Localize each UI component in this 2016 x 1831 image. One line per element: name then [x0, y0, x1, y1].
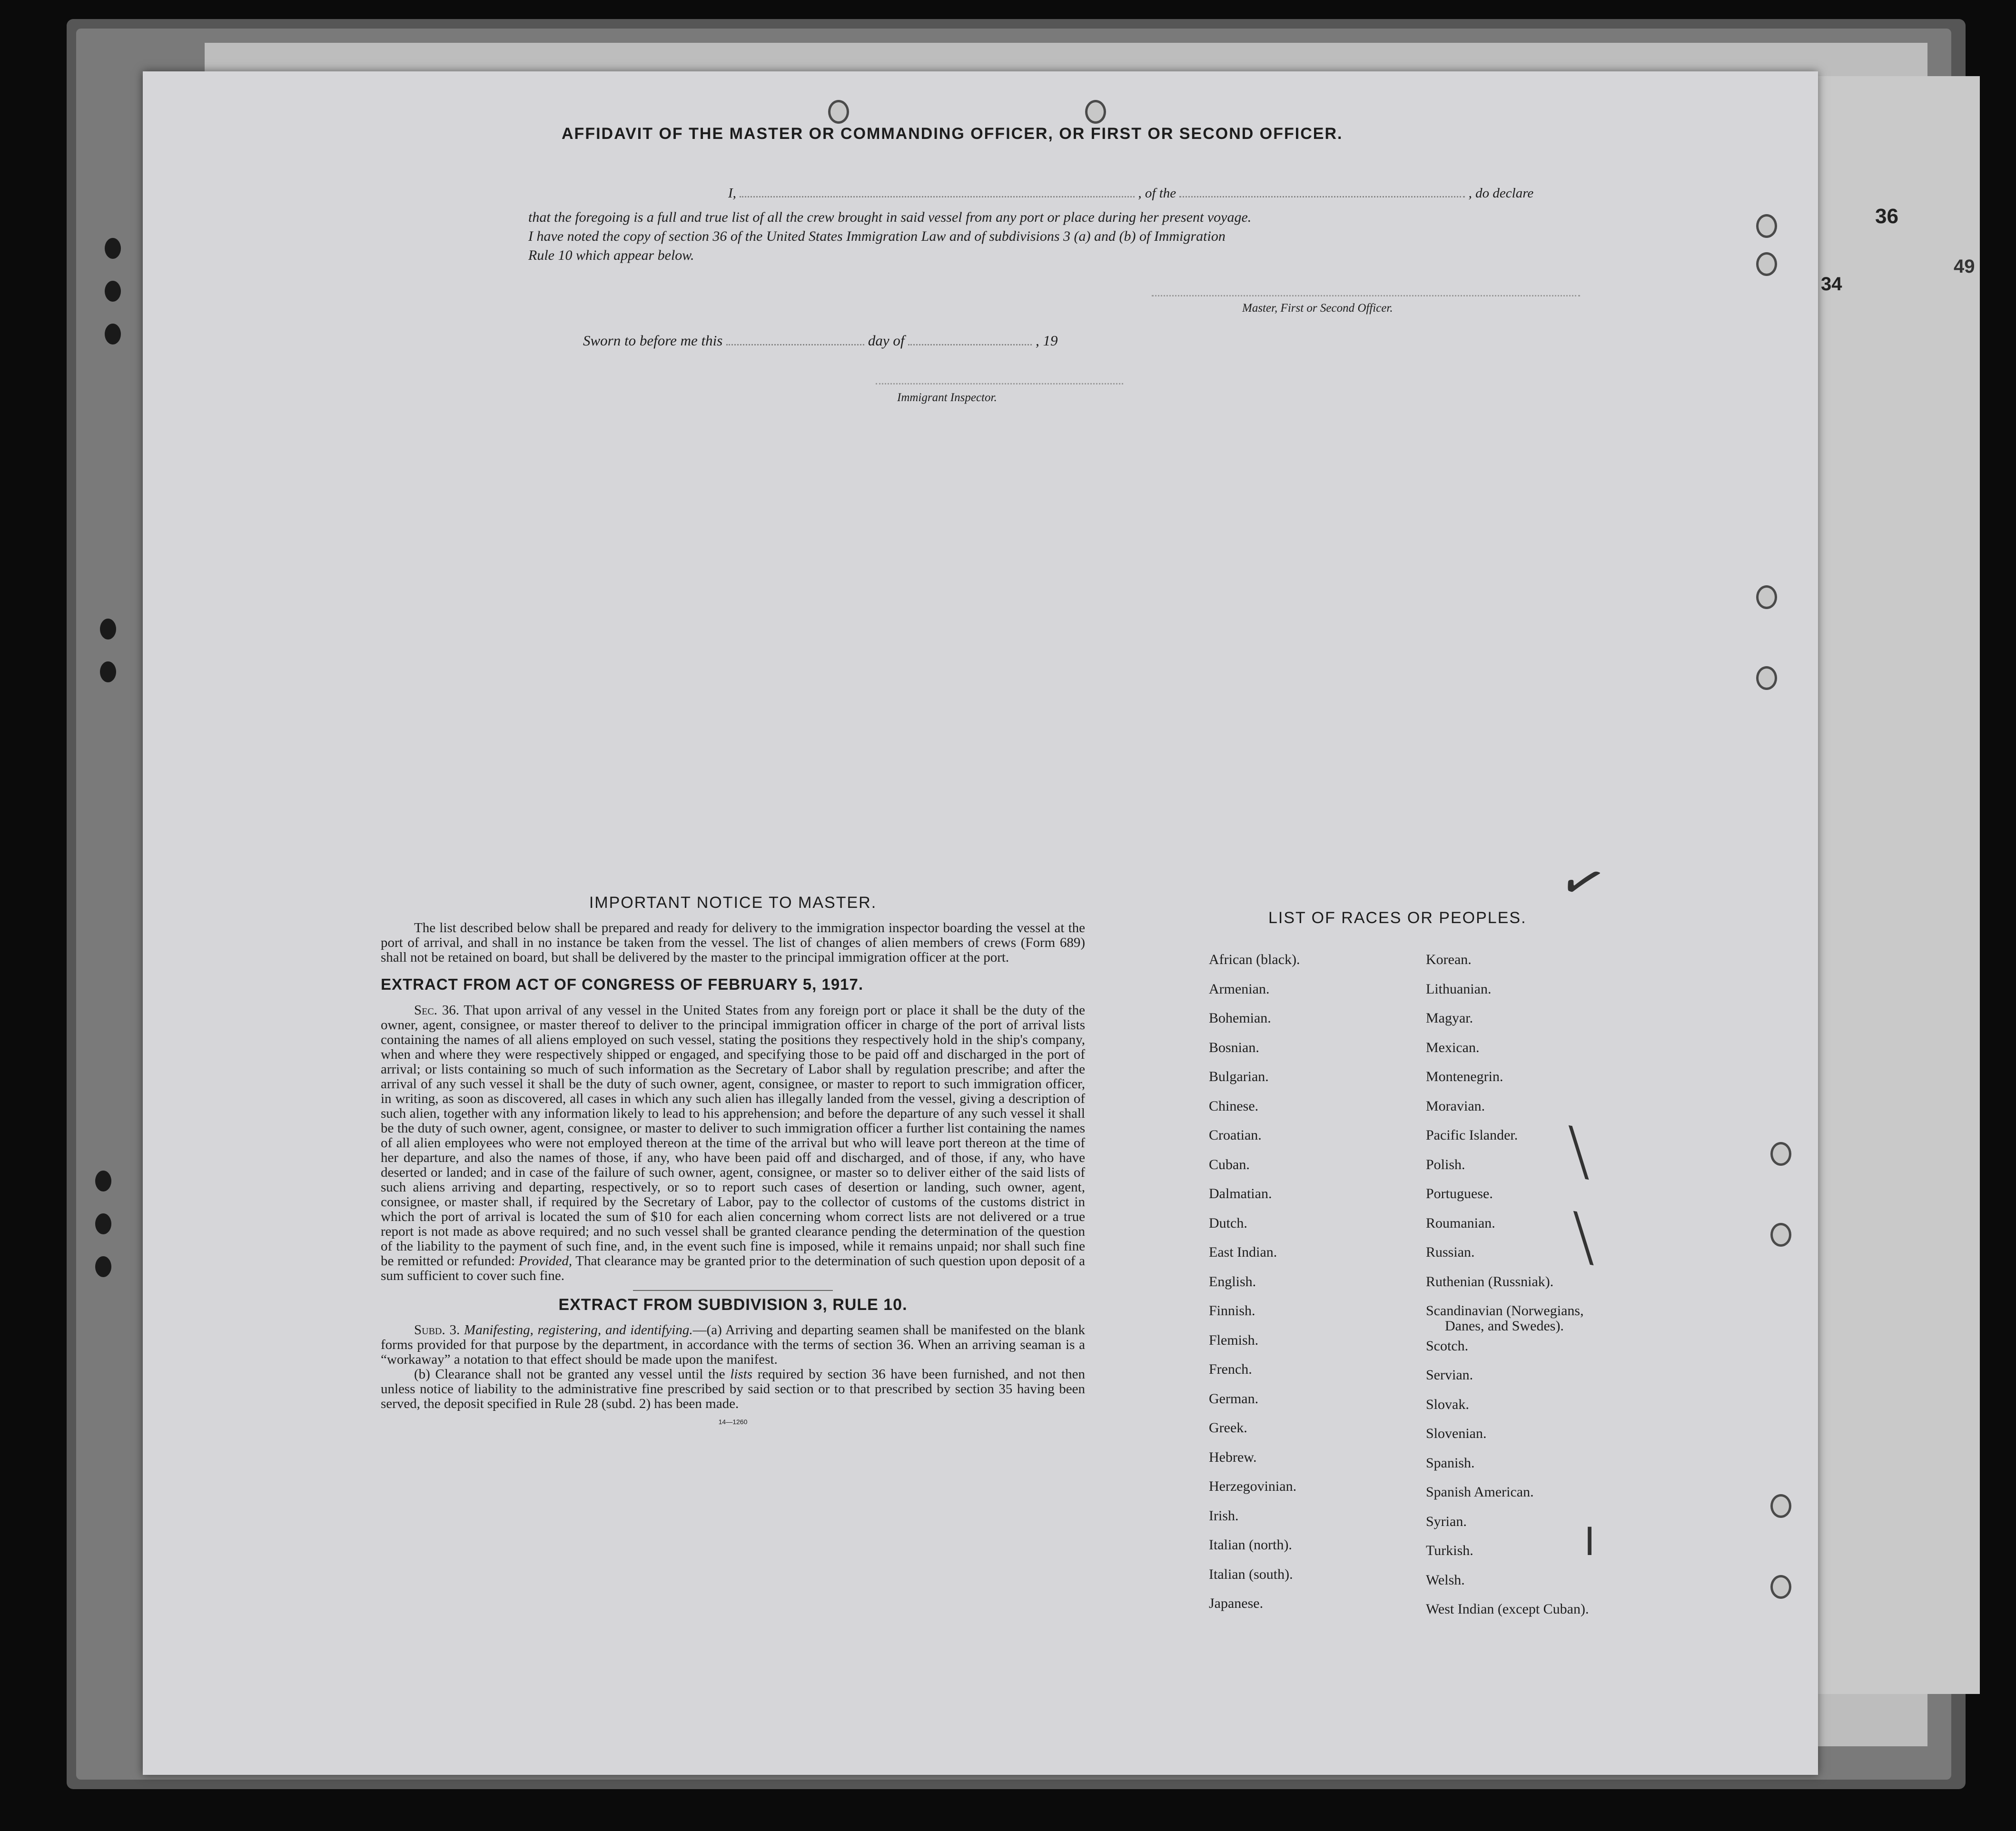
race-item: Dutch.	[1209, 1215, 1247, 1231]
inspector-caption: Immigrant Inspector.	[897, 391, 997, 404]
race-item: Spanish.	[1426, 1455, 1475, 1471]
race-item: Herzegovinian.	[1209, 1478, 1297, 1494]
notice-text: The list described below shall be prepared and ready for delivery to the immigration inspector boarding the vessel at the port of arrival, and shall in no instance be taken from the vessel. The list of changes of alien members of crews (Form 689) shall not be retained on board, but shall be delivered by the master to the principal immigration officer at the port.	[381, 920, 1085, 965]
handwritten-check: ✓	[1552, 846, 1614, 918]
sworn-label: Sworn to before me this	[583, 332, 723, 349]
race-item: Portuguese.	[1426, 1186, 1493, 1201]
race-item: Magyar.	[1426, 1010, 1473, 1026]
race-item: Syrian.	[1426, 1514, 1467, 1529]
extract-rule-title: EXTRACT FROM SUBDIVISION 3, RULE 10.	[558, 1296, 908, 1314]
sec-36-body: That upon arrival of any vessel in the United States from any foreign port or place it shall be the duty of the owner, agent, consignee, or master thereof to deliver to the principal immigration officer in charge of the port of arrival lists containing the names of all aliens employed on such vessel, stating the positions they respectively hold in the ship's company, when and where they were respectively shipped or engaged, and specifying those to be paid off and discharged in the port of arrival; or lists containing so much of such information as the Secretary of Labor shall by regulation prescribe; and after the arrival of any such vessel it shall be the duty of such owner, agent, consignee, or master to report to such immigration officer, in writing, as soon as discovered, all cases in which any such alien has illegally landed from the vessel, giving a description of such alien, together with any information likely to lead to his apprehension; and before the departure of any such vessel it shall be the duty of such owner, agent, consignee, or master to deliver to such immigration officer a further list containing the names of all alien employees who were not employed thereon at the time of the arrival but who will leave port thereon at the time of her departure, and also the names of those, if any, who have been paid off and discharged, and of those, if any, who have deserted or landed; and in case of the failure of such owner, agent, consignee, or master so to deliver either of the said lists of such aliens arriving and departing, respectively, or so to report such cases of desertion or landing, such owner, agent, consignee, or master shall, if required by the Secretary of Labor, pay to the collector of customs of the customs district in which the port of arrival is located the sum of $10 for each alien concerning whom correct lists are not delivered or a true report is not made as above required; and no such vessel shall be granted clearance pending the determination of the question of the liability to the payment of such fine, and, in the event such fine is imposed, while it remains unpaid; nor shall such fine be remitted or refunded:	[381, 1003, 1085, 1269]
binding-ring	[1770, 1223, 1791, 1247]
declare-label: , do declare	[1468, 186, 1534, 201]
punch-hole	[100, 661, 116, 682]
race-item: East Indian.	[1209, 1244, 1277, 1260]
of-the-label: , of the	[1138, 186, 1176, 201]
binding-ring	[1756, 666, 1777, 690]
race-item: Cuban.	[1209, 1157, 1250, 1172]
race-item: Polish.	[1426, 1157, 1465, 1172]
race-item: Moravian.	[1426, 1098, 1485, 1114]
affidavit-line-4: Rule 10 which appear below.	[528, 247, 694, 263]
i-label: I,	[728, 186, 736, 201]
race-item: Flemish.	[1209, 1332, 1259, 1348]
race-item: Japanese.	[1209, 1595, 1264, 1611]
race-item: Scandinavian (Norwegians,	[1426, 1303, 1584, 1319]
sec-36-end: That clearance may be granted prior to the determination of such question upon deposit of a sum sufficient to cover such fine.	[381, 1253, 1085, 1283]
race-item: African (black).	[1209, 952, 1300, 967]
punch-hole	[105, 281, 121, 302]
extract-act-title: EXTRACT FROM ACT OF CONGRESS OF FEBRUARY 5, 1917.	[381, 975, 864, 993]
race-item: French.	[1209, 1361, 1252, 1377]
binding-ring	[1770, 1575, 1791, 1599]
sec-label: Sec. 36.	[414, 1003, 460, 1018]
signature-caption: Master, First or Second Officer.	[1242, 302, 1393, 315]
binding-ring	[1756, 252, 1777, 276]
race-item: German.	[1209, 1391, 1259, 1407]
day-blank	[726, 344, 864, 345]
subdivision-b-text	[381, 1367, 1085, 1411]
edge-number-34: 34	[1821, 274, 1842, 295]
subd-a-body: —(a) Arriving and departing seamen shall be manifested on the blank forms provided for that purpose by the department, in accordance with the terms of section 36. When an arriving seaman is a “workaway” a notation to that effect should be made upon the manifest.	[381, 1322, 1086, 1367]
race-item: Chinese.	[1209, 1098, 1259, 1114]
affidavit-title: AFFIDAVIT OF THE MASTER OR COMMANDING OFFICER, OR FIRST OR SECOND OFFICER.	[562, 125, 1343, 143]
name-blank	[740, 196, 1135, 197]
binding-ring	[1756, 585, 1777, 609]
affidavit-page	[143, 71, 1818, 1775]
affidavit-line-3: I have noted the copy of section 36 of the United States Immigration Law and of subdivisions 3 (a) and (b) of Immigration	[528, 228, 1225, 244]
races-right-column	[1426, 952, 1711, 1694]
races-left-column	[1209, 952, 1423, 1694]
handwritten-tick: ╲	[1561, 1126, 1596, 1180]
race-item: Roumanian.	[1426, 1215, 1495, 1231]
month-blank	[908, 344, 1032, 345]
race-item: Ruthenian (Russniak).	[1426, 1274, 1554, 1290]
edge-number-49: 49	[1954, 256, 1975, 277]
signature-line	[1152, 295, 1580, 296]
race-item: Russian.	[1426, 1244, 1475, 1260]
race-item: Spanish American.	[1426, 1484, 1534, 1500]
race-item: Welsh.	[1426, 1572, 1465, 1588]
punch-hole	[95, 1213, 111, 1234]
races-title: LIST OF RACES OR PEOPLES.	[1268, 909, 1527, 927]
race-item: West Indian (except Cuban).	[1426, 1601, 1589, 1617]
race-item: Turkish.	[1426, 1543, 1473, 1558]
race-item: Italian (north).	[1209, 1537, 1292, 1553]
race-item: Greek.	[1209, 1420, 1247, 1436]
punch-hole	[95, 1171, 111, 1191]
race-item: Bohemian.	[1209, 1010, 1271, 1026]
race-item: Korean.	[1426, 952, 1472, 967]
handwritten-mark: ╷	[1575, 1499, 1604, 1555]
punch-hole	[105, 324, 121, 345]
punch-hole	[95, 1256, 111, 1277]
race-item: Lithuanian.	[1426, 981, 1492, 997]
binding-ring	[1770, 1494, 1791, 1518]
divider	[633, 1290, 833, 1291]
race-item: Mexican.	[1426, 1040, 1480, 1055]
sworn-line	[583, 332, 1057, 349]
left-column	[381, 894, 1085, 1426]
punch-hole	[105, 238, 121, 259]
race-item: Servian.	[1426, 1367, 1473, 1383]
race-item: Montenegrin.	[1426, 1069, 1503, 1084]
punch-hole	[100, 619, 116, 640]
race-item: Bulgarian.	[1209, 1069, 1269, 1084]
race-item: Italian (south).	[1209, 1566, 1293, 1582]
race-item: Croatian.	[1209, 1127, 1262, 1143]
inspector-line	[876, 383, 1123, 384]
race-item: Slovenian.	[1426, 1426, 1487, 1441]
binding-ring	[1085, 100, 1106, 124]
vessel-blank	[1179, 196, 1465, 197]
race-item: Bosnian.	[1209, 1040, 1259, 1055]
race-item: Dalmatian.	[1209, 1186, 1272, 1201]
race-item: Armenian.	[1209, 981, 1270, 997]
subd-b-lists: lists	[730, 1367, 753, 1382]
race-item: Finnish.	[1209, 1303, 1255, 1319]
affidavit-line-2: that the foregoing is a full and true list of all the crew brought in said vessel from any port or place during her present voyage.	[528, 209, 1252, 225]
subd-heading: Manifesting, registering, and identifying.	[464, 1322, 693, 1338]
year-label: , 19	[1035, 332, 1058, 349]
subdivision-a-text	[381, 1323, 1085, 1367]
notice-title: IMPORTANT NOTICE TO MASTER.	[589, 894, 877, 912]
race-item: Scotch.	[1426, 1338, 1469, 1354]
day-of-label: day of	[868, 332, 905, 349]
handwritten-tick: ╲	[1566, 1211, 1601, 1265]
race-item: Hebrew.	[1209, 1449, 1257, 1465]
race-item: Slovak.	[1426, 1397, 1469, 1412]
binding-ring	[828, 100, 849, 124]
page-number: 36	[1875, 205, 1898, 228]
race-item: Danes, and Swedes).	[1445, 1318, 1564, 1334]
subd-label: Subd. 3.	[414, 1322, 460, 1338]
binding-ring	[1770, 1142, 1791, 1166]
race-item: English.	[1209, 1274, 1256, 1290]
binding-ring	[1756, 214, 1777, 238]
form-number: 14—1260	[718, 1418, 748, 1426]
subd-b-prefix: (b) Clearance shall not be granted any vessel until the	[414, 1367, 725, 1382]
section-36-text	[381, 1003, 1085, 1283]
race-item: Pacific Islander.	[1426, 1127, 1518, 1143]
race-item: Irish.	[1209, 1508, 1239, 1524]
subd-b-body: required by section 36 have been furnished, and not then unless notice of liability to the administrative fine prescribed by said section or to that prescribed by section 35 having been served, the deposit specified in Rule 28 (subd. 2) has been made.	[381, 1367, 1086, 1411]
provided-label: Provided,	[518, 1253, 573, 1269]
affidavit-declaration	[581, 186, 1618, 201]
